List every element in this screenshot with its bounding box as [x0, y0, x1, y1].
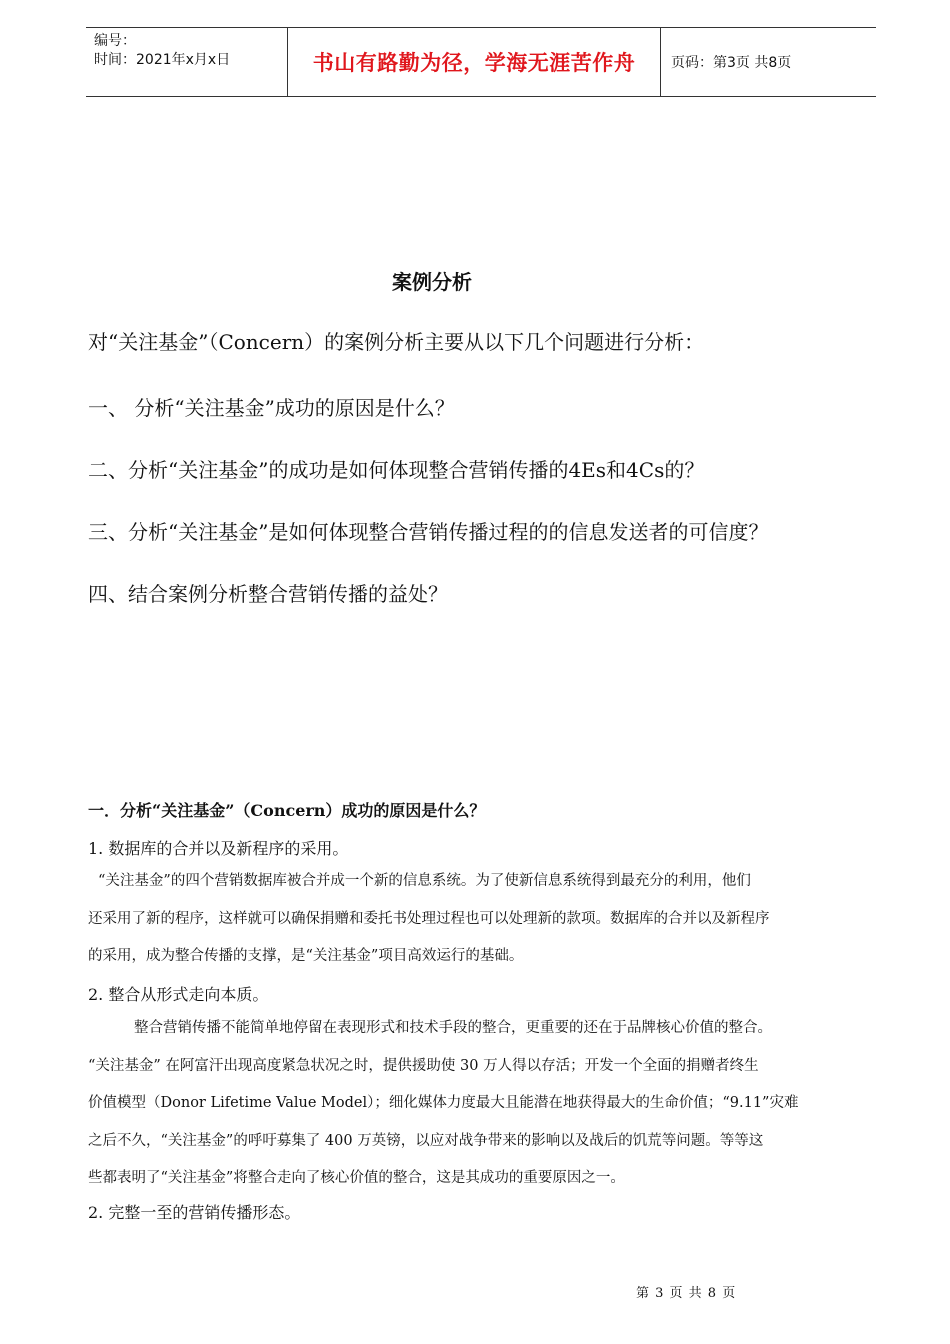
paragraph-line: “关注基金” 在阿富汗出现高度紧急状况之时，提供援助使 30 万人得以存活；开发一个全面的捐赠者终生 [88, 1057, 759, 1074]
paragraph-line: 还采用了新的程序，这样就可以确保捐赠和委托书处理过程也可以处理新的款项。数据库的合并以及新程序 [88, 910, 770, 927]
document-title: 案例分析 [392, 270, 472, 294]
point-2-body [88, 1010, 878, 1198]
time-label: 时间：2021年x月x日 [94, 52, 231, 68]
question-3: 三、分析“关注基金”是如何体现整合营销传播过程的的信息发送者的可信度？ [88, 520, 769, 544]
section-heading: 一．分析“关注基金”（Concern）成功的原因是什么？ [88, 801, 486, 820]
question-1: 一、 分析“关注基金”成功的原因是什么？ [88, 396, 455, 420]
paragraph-line: “关注基金”的四个营销数据库被合并成一个新的信息系统。为了使新信息系统得到最充分的利用，他们 [98, 873, 751, 889]
point-1-title: 1. 数据库的合并以及新程序的采用。 [88, 839, 349, 858]
paragraph-line: 整合营销传播不能简单地停留在表现形式和技术手段的整合，更重要的还在于品牌核心价值的整合。 [134, 1020, 772, 1036]
header-motto: 书山有路勤为径，学海无涯苦作舟 [288, 28, 661, 96]
point-1-body [88, 863, 878, 976]
paragraph-line: 的采用，成为整合传播的支撑，是“关注基金”项目高效运行的基础。 [88, 948, 524, 964]
page-header [86, 27, 876, 97]
page-footer: 第 3 页 共 8 页 [636, 1286, 737, 1301]
header-meta [86, 28, 288, 96]
intro-text: 对“关注基金”（Concern）的案例分析主要从以下几个问题进行分析： [88, 330, 705, 354]
point-3-title: 2. 完整一至的营销传播形态。 [88, 1203, 301, 1222]
paragraph-line: 些都表明了“关注基金”将整合走向了核心价值的整合，这是其成功的重要原因之一。 [88, 1170, 625, 1186]
paragraph-line: 之后不久，“关注基金”的呼吁募集了 400 万英镑，以应对战争带来的影响以及战后的饥荒等问题。等等这 [88, 1132, 764, 1149]
header-page-info: 页码：第3页 共8页 [671, 55, 792, 71]
paragraph-line: 价值模型（Donor Lifetime Value Model）；细化媒体力度最大且能潜在地获得最大的生命价值；“9.11”灾难 [88, 1095, 799, 1111]
question-2: 二、分析“关注基金”的成功是如何体现整合营销传播的4Es和4Cs的？ [88, 458, 705, 482]
serial-label: 编号： [94, 33, 136, 49]
point-2-title: 2. 整合从形式走向本质。 [88, 985, 269, 1004]
question-4: 四、结合案例分析整合营销传播的益处？ [88, 582, 448, 606]
